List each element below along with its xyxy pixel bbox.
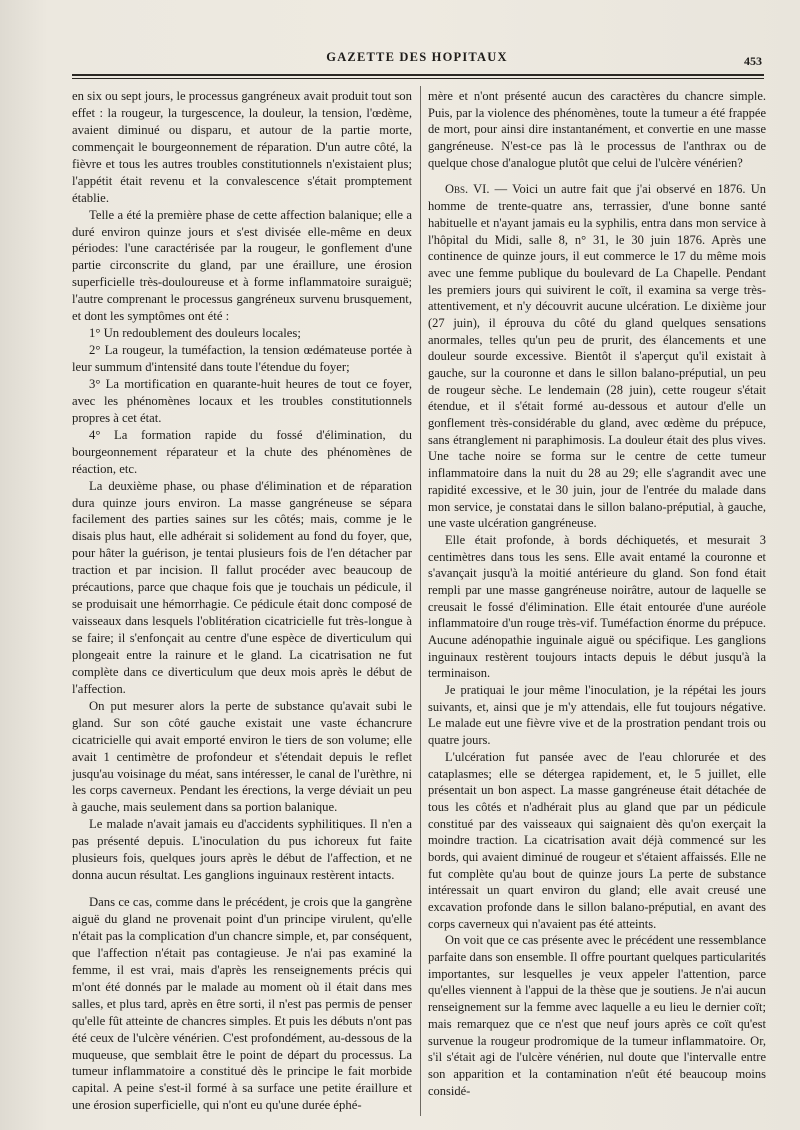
paragraph: On voit que ce cas présente avec le précédent une ressemblance parfaite dans son ensemble. Il offre pourtant quelques particularités importantes, sur lesquelles je veux appeler l'attention, parce qu'elles viennent à l'appui de la thèse que je soutiens. Je n'ai aucun renseignement sur la femme avec laquelle a eu lieu le dernier coït; mais remarquez que ce n'est que neuf jours après ce coït qu'est survenue la rougeur prodromique de la tumeur inflammatoire. Or, s'il s'était agi de l'ulcère vénérien, nul doute que l'intervalle entre son apparition et la contamination n'eût été beaucoup moins considé- [428,933,766,1098]
paragraph: Telle a été la première phase de cette affection balanique; elle a duré environ quinze jours et s'est divisée elle-même en deux périodes: l'une caractérisée par la rougeur, le gonflement d'une partie circonscrite du gland, par une éraillure, une érosion superficielle très-douloureuse et à forme inflammatoire suraiguë; l'autre comprenant le processus gangréneux survenu brusquement, et dont les symptômes ont été : [72,207,412,324]
left-column [72,88,412,1114]
list-item: 3° La mortification en quarante-huit heures de tout ce foyer, avec les phénomènes locaux et les troubles constitutionnels propres à cet état. [72,376,412,425]
observation-paragraph [428,181,766,531]
running-title: GAZETTE DES HOPITAUX [326,50,508,64]
paragraph: La deuxième phase, ou phase d'élimination et de réparation dura quinze jours environ. La masse gangréneuse se sépara facilement des parties saines sur les côtés; mais, comme je le disais plus haut, elle adhérait si solidement au fond du foyer, que, pour hâter la guérison, je tentai plusieurs fois de l'en détacher par traction et par incision. Il fallut procéder avec beaucoup de précautions, parce que chaque fois que je touchais un pédicule, il se produisait une hémorrhagie. Ce pédicule était donc composé de vaisseaux dans lesquels l'oblitération cicatricielle fut très-longue à se faire; il s'enfonçait au centre d'une espèce de diverticulum qui plongeait entre la rainure et le gland. La cicatrisation ne fut complète dans ce diverticulum que deux mois après le début de l'affection. [72,478,412,696]
list-item: 4° La formation rapide du fossé d'élimination, du bourgeonnement réparateur et la chute des phénomènes de réaction, etc. [72,427,412,476]
right-column [428,88,766,1099]
paragraph: On put mesurer alors la perte de substance qu'avait subi le gland. Sur son côté gauche existait une vaste échancrure cicatricielle qui avait emporté environ le tiers de son volume; elle avait 1 centimètre de profondeur et s'étendait depuis le reflet jusqu'au voisinage du méat, sans intéresser, le canal de l'urèthre, ni les corps caverneux. Pendant les érections, la verge déviait un peu à gauche, mais seulement dans sa portion balanique. [72,698,412,815]
observation-label: Obs. VI. [445,182,490,197]
header-rule-thin [72,78,764,79]
page-number: 453 [744,54,762,68]
paragraph: L'ulcération fut pansée avec de l'eau chlorurée et des cataplasmes; elle se détergea rapidement, et, le 5 juillet, elle présentait un bon aspect. La masse gangréneuse était détachée de tous les côtés et n'adhérait plus au gland que par un pédicule constitué par des vaisseaux qui saignaient dès qu'on exerçait la moindre traction. La cicatrisation avait déjà commencé sur les bords, qui avaient diminué de rougeur et s'étaient affaissés. Elle ne fut complète qu'au bout de quinze jours La perte de substance intéressait un quart environ du gland; elle avait creusé une excavation profonde dans le sillon balano-préputial, en avant des corps caverneux qui n'avaient pas été atteints. [428,749,766,931]
header-rule-thick [72,74,764,76]
column-divider [420,86,421,1116]
list-item: 1° Un redoublement des douleurs locales; [89,326,301,341]
paragraph: en six ou sept jours, le processus gangréneux avait produit tout son effet : la rougeur, la turgescence, la douleur, la tension, l'œdème, avaient diminué ou disparu, et autour de la partie morte, commençait le bourgeonnement de réparation. D'un autre côté, la fièvre et tous les autres troubles constitutionnels n'existaient plus; l'appétit était revenu et la convalescence s'était promptement établie. [72,89,412,205]
paragraph: Le malade n'avait jamais eu d'accidents syphilitiques. Il n'en a pas présenté depuis. L'inoculation du pus ichoreux fut faite plusieurs fois, quelques jours après le début de l'affection, et ne donna aucun résultat. Les ganglions inguinaux restèrent intacts. [72,817,412,883]
observation-text: — Voici un autre fait que j'ai observé en 1876. Un homme de trente-quatre ans, terrassier, d'une bonne santé habituelle et n'ayant jamais eu la syphilis, entra dans mon service à l'hôpital du Midi, salle 8, n° 31, le 30 juin 1876. Après une continence de quinze jours, il eut commerce le 17 du même mois avec une femme publique du boulevard de La Chapelle. Pendant les premiers jours qui suivirent le coït, il examina sa verge très-attentivement, et n'y découvrit aucune ulcération. Le dixième jour (27 juin), il éprouva du côté du gland quelques sensations anormales, telles qu'un peu de prurit, des élancements et une douleur sourde excessive. Bientôt il s'aperçut qu'il existait à gauche, sur la couronne et dans le sillon balano-préputial, un peu de rougeur sèche. Le lendemain (28 juin), cette rougeur s'était étendue, et il s'était formé au-dessous et autour d'elle un gonflement très-considérable du gland, avec œdème du prépuce, sans étranglement ni paraphimosis. La douleur était des plus vives. Une tache noire se forma sur le centre de cette tumeur inflammatoire dans la nuit du 28 au 29; elle s'agrandit avec une rapidité excessive, et le 30 juin, jour de l'entrée du malade dans mon service, je constatai dans le sillon balano-préputial, à gauche, une vaste ulcération gangréneuse. [428,182,767,531]
page-header [72,46,762,72]
paragraph: mère et n'ont présenté aucun des caractères du chancre simple. Puis, par la violence des phénomènes, toute la tumeur a été frappée de mort, pour ainsi dire instantanément, et convertie en une masse gangréneuse. N'est-ce pas là le processus de l'anthrax ou de quelque chose d'analogue plutôt que celui de l'ulcère vénérien? [428,89,766,170]
list-item: 2° La rougeur, la tuméfaction, la tension œdémateuse portée à leur summum d'intensité dans toute l'étendue du foyer; [72,343,412,374]
paragraph: Dans ce cas, comme dans le précédent, je crois que la gangrène aiguë du gland ne provenait point d'un principe virulent, qu'elle n'était pas la complication d'un chancre simple, et, par conséquent, que l'affection n'était pas contagieuse. Je n'ai pas examiné la femme, il est vrai, mais d'après les renseignements précis qui m'ont été donnés par le malade au moment où il était dans mes salles, et plus tard, après en être sorti, il n'est pas permis de penser qu'elle fût atteinte de chancres simples. Et puis les débuts n'ont pas été ceux de l'ulcère vénérien. C'est profondément, au-dessous de la muqueuse, que semblait être le point de départ du processus. La tumeur inflammatoire a constitué dès le principe le fait morbide capital. A peine s'est-il formé à sa surface une petite éraillure et une érosion superficielle, qui n'ont eu qu'une durée éphé- [72,895,412,1113]
paragraph: Elle était profonde, à bords déchiquetés, et mesurait 3 centimètres dans tous les sens. Elle avait entamé la couronne et s'avançait jusqu'à la moitié antérieure du gland. Son fond était rempli par une masse gangréneuse noirâtre, autour de laquelle se creusait le fossé d'élimination. Elle était entourée d'une auréole inflammatoire d'un rouge très-vif. Tuméfaction énorme du prépuce. Aucune adénopathie inguinale aiguë ou spécifique. Les ganglions inguinaux restèrent toujours intacts depuis le début jusqu'à la terminaison. [428,532,766,681]
paragraph: Je pratiquai le jour même l'inoculation, je la répétai les jours suivants, et, ainsi que je m'y attendais, elle fut toujours négative. Le malade eut une fièvre vive et de la prostration pendant trois ou quatre jours. [428,683,766,748]
